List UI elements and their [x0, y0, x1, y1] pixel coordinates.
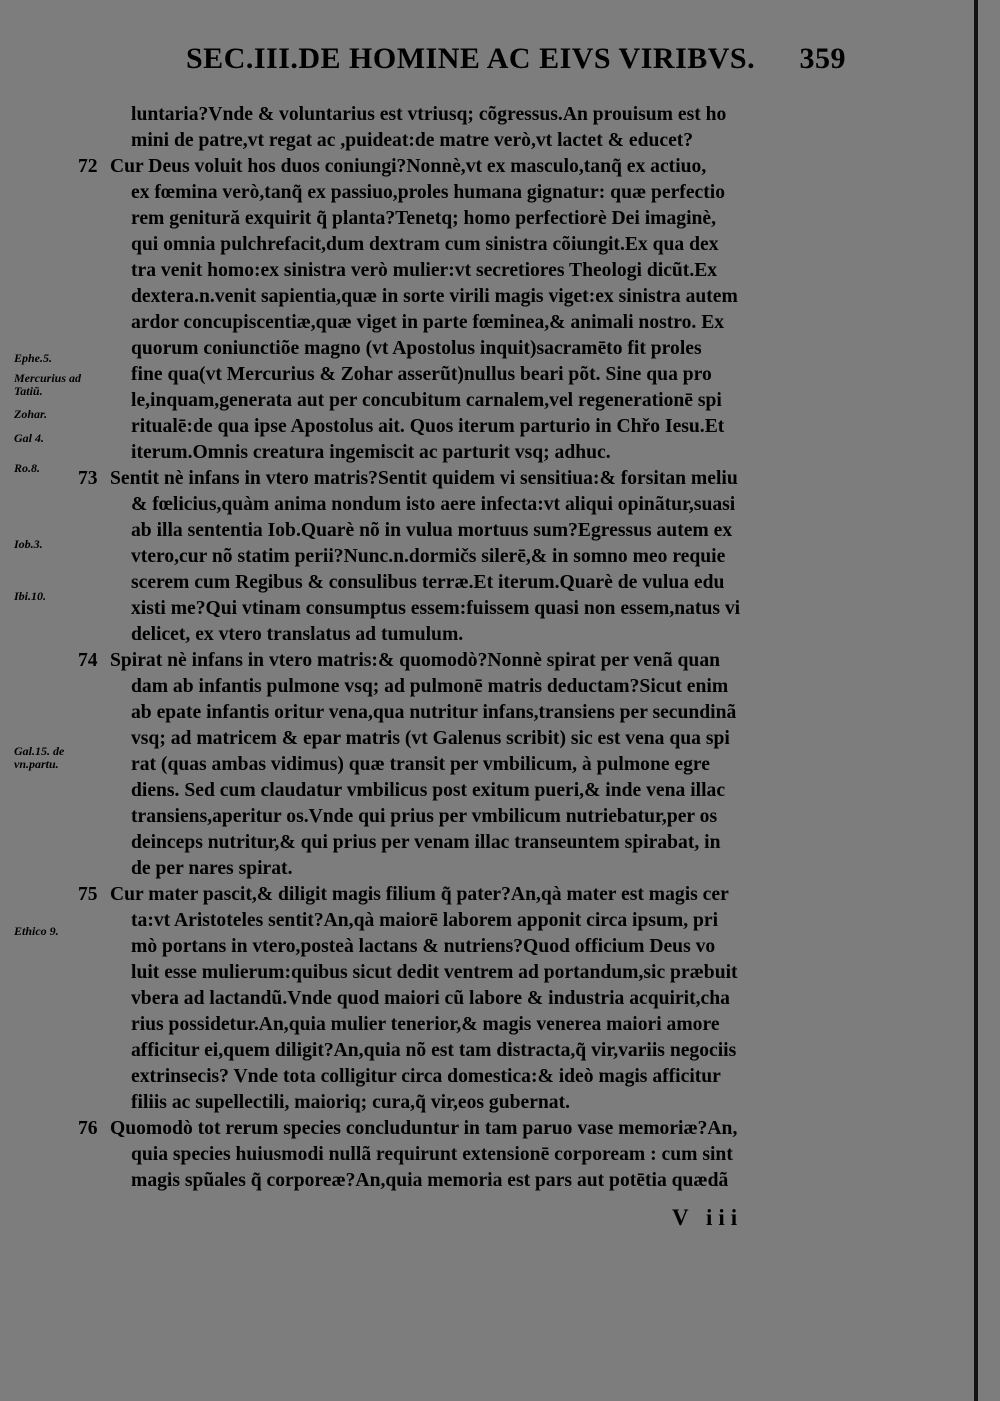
text-line: [78, 1142, 848, 1168]
line-text: filiis ac supellectili, maioriq; cura,q̃ vir,eos gubernat.: [131, 1092, 571, 1113]
question-number: 72: [78, 156, 98, 177]
text-line: [78, 674, 848, 700]
text-line: [78, 336, 848, 362]
text-line: [78, 180, 848, 206]
running-header: [186, 42, 846, 82]
text-line: [78, 206, 848, 232]
line-text: quia species huiusmodi nullã requirunt extensionē corpoream : cum sint: [131, 1144, 733, 1165]
line-text: tra venit homo:ex sinistra verò mulier:vt secretiores Theologi dicũt.Ex: [131, 260, 718, 281]
text-line: [78, 128, 848, 154]
text-line: [78, 778, 848, 804]
question-number: 76: [78, 1118, 98, 1139]
text-line: [78, 648, 848, 674]
text-line: [78, 310, 848, 336]
question-number: 74: [78, 650, 98, 671]
text-line: [78, 284, 848, 310]
line-text: fine qua(vt Mercurius & Zohar asserũt)nullus beari põt. Sine qua pro: [131, 364, 712, 385]
margin-note: Ephe.5.: [14, 351, 53, 365]
line-text: extrinsecis? Vnde tota colligitur circa domestica:& ideò magis afficitur: [131, 1066, 721, 1087]
main-text-block: [78, 102, 848, 1194]
text-line: [78, 544, 848, 570]
text-line: [78, 570, 848, 596]
line-text: afficitur ei,quem diligit?An,quia nõ est tam distracta,q̃ vir,variis negociis: [131, 1040, 737, 1061]
text-line: [78, 596, 848, 622]
line-text: delicet, ex vtero translatus ad tumulum.: [131, 624, 464, 645]
text-line: [78, 518, 848, 544]
page-edge-shadow: [974, 0, 978, 1401]
line-text: deinceps nutritur,& qui prius per venam illac transeuntem spirabat, in: [131, 832, 721, 853]
text-line: [78, 908, 848, 934]
text-line: [78, 1064, 848, 1090]
line-text: iterum.Omnis creatura ingemiscit ac parturit vsq; adhuc.: [131, 442, 611, 463]
line-text: scerem cum Regibus & consulibus terræ.Et iterum.Quarè de vulua edu: [131, 572, 725, 593]
text-line: [78, 1038, 848, 1064]
text-line: [78, 986, 848, 1012]
text-line: [78, 492, 848, 518]
margin-note: Ro.8.: [14, 461, 41, 475]
text-line: [78, 440, 848, 466]
line-text: & fœlicius,quàm anima nondum isto aere infecta:vt aliqui opinãtur,suasi: [131, 494, 736, 515]
text-line: [78, 622, 848, 648]
line-text: mini de patre,vt regat ac ,puideat:de matre verò,vt lactet & educet?: [131, 130, 694, 151]
margin-note: Ethico 9.: [14, 924, 59, 938]
question-number: 75: [78, 884, 98, 905]
line-text: rat (quas ambas vidimus) quæ transit per vmbilicum, à pulmone egre: [131, 754, 710, 775]
line-text: rem genitură exquirit q̃ planta?Tenetq; homo perfectiorè Dei imaginè,: [131, 208, 717, 229]
margin-note: Gal 4.: [14, 431, 44, 445]
line-text: ardor concupiscentiæ,quæ viget in parte fœminea,& animali nostro. Ex: [131, 312, 725, 333]
line-text: vbera ad lactandũ.Vnde quod maiori cũ labore & industria acquirit,cha: [131, 988, 730, 1009]
line-text: quorum coniunctiõe magno (vt Apostolus inquit)sacramēto fit proles: [131, 338, 702, 359]
line-text: magis spũales q̃ corporeæ?An,quia memoria est pars aut potētia quædã: [131, 1170, 729, 1191]
line-text: Spirat nè infans in vtero matris:& quomodò?Nonnè spirat per venã quan: [110, 650, 721, 671]
text-line: [78, 700, 848, 726]
running-title: SEC.III.DE HOMINE AC EIVS VIRIBVS.: [186, 42, 756, 75]
text-line: [78, 102, 848, 128]
line-text: dextera.n.venit sapientia,quæ in sorte virili magis viget:ex sinistra autem: [131, 286, 738, 307]
signature-mark: V iii: [672, 1205, 744, 1230]
line-text: luit esse mulierum:quibus sicut dedit ventrem ad portandum,sic præbuit: [131, 962, 738, 983]
text-line: [78, 1012, 848, 1038]
line-text: vsq; ad matricem & epar matris (vt Galenus scribit) sic est vena qua spi: [131, 728, 730, 749]
line-text: Quomodò tot rerum species concluduntur in tam paruo vase memoriæ?An,: [110, 1118, 738, 1139]
text-line: [78, 232, 848, 258]
line-text: Cur Deus voluit hos duos coniungi?Nonnè,vt ex masculo,tanq̃ ex actiuo,: [110, 156, 707, 177]
line-text: vtero,cur nõ statim perii?Nunc.n.dormičs silerē,& in somno meo requie: [131, 546, 726, 567]
text-line: [78, 934, 848, 960]
text-line: [78, 414, 848, 440]
page-number: 359: [799, 42, 846, 75]
line-text: xisti me?Qui vtinam consumptus essem:fuissem quasi non essem,natus vi: [131, 598, 741, 619]
text-line: [78, 362, 848, 388]
line-text: ex fœmina verò,tanq̃ ex passiuo,proles humana gignatur: quæ perfectio: [131, 182, 725, 203]
line-text: rius possidetur.An,quia mulier tenerior,& magis venerea maiori amore: [131, 1014, 720, 1035]
line-text: Sentit nè infans in vtero matris?Sentit quidem vi sensitiua:& forsitan meliu: [110, 468, 738, 489]
line-text: de per nares spirat.: [131, 858, 293, 879]
text-line: [78, 1116, 848, 1142]
line-text: le,inquam,generata aut per concubitum carnalem,vel regenerationē spi: [131, 390, 722, 411]
line-text: mò portans in vtero,posteà lactans & nutriens?Quod officium Deus vo: [131, 936, 716, 957]
margin-note: Zohar.: [14, 407, 48, 421]
margin-note: Ibi.10.: [14, 589, 47, 603]
text-line: [78, 1090, 848, 1116]
margin-note: Iob.3.: [14, 537, 43, 551]
text-line: [78, 960, 848, 986]
text-line: [78, 804, 848, 830]
text-line: [78, 882, 848, 908]
text-line: [78, 258, 848, 284]
text-line: [78, 856, 848, 882]
text-line: [78, 1168, 848, 1194]
line-text: luntaria?Vnde & voluntarius est vtriusq; cõgressus.An prouisum est ho: [131, 104, 727, 125]
text-line: [78, 726, 848, 752]
margin-note: Gal.15. de vn.partu.: [14, 744, 65, 771]
margin-note: Mercurius ad Tatiũ.: [14, 371, 82, 398]
text-line: [78, 752, 848, 778]
line-text: dam ab infantis pulmone vsq; ad pulmonē matris deductam?Sicut enim: [131, 676, 729, 697]
text-line: [78, 154, 848, 180]
line-text: diens. Sed cum claudatur vmbilicus post exitum pueri,& inde vena illac: [131, 780, 726, 801]
text-line: [78, 466, 848, 492]
text-line: [78, 830, 848, 856]
line-text: ab illa sententia Iob.Quarè nõ in vulua mortuus sum?Egressus autem ex: [131, 520, 733, 541]
line-text: ta:vt Aristoteles sentit?An,qà maiorē laborem apponit circa ipsum, pri: [131, 910, 719, 931]
line-text: ritualē:de qua ipse Apostolus ait. Quos iterum parturio in Chřo Iesu.Et: [131, 416, 725, 437]
text-line: [78, 388, 848, 414]
line-text: transiens,aperitur os.Vnde qui prius per vmbilicum nutriebatur,per os: [131, 806, 718, 827]
line-text: qui omnia pulchrefacit,dum dextram cum sinistra cõiungit.Ex qua dex: [131, 234, 719, 255]
question-number: 73: [78, 468, 98, 489]
line-text: Cur mater pascit,& diligit magis filium q̃ pater?An,qà mater est magis cer: [110, 884, 729, 905]
line-text: ab epate infantis oritur vena,qua nutritur infans,transiens per secundinã: [131, 702, 737, 723]
